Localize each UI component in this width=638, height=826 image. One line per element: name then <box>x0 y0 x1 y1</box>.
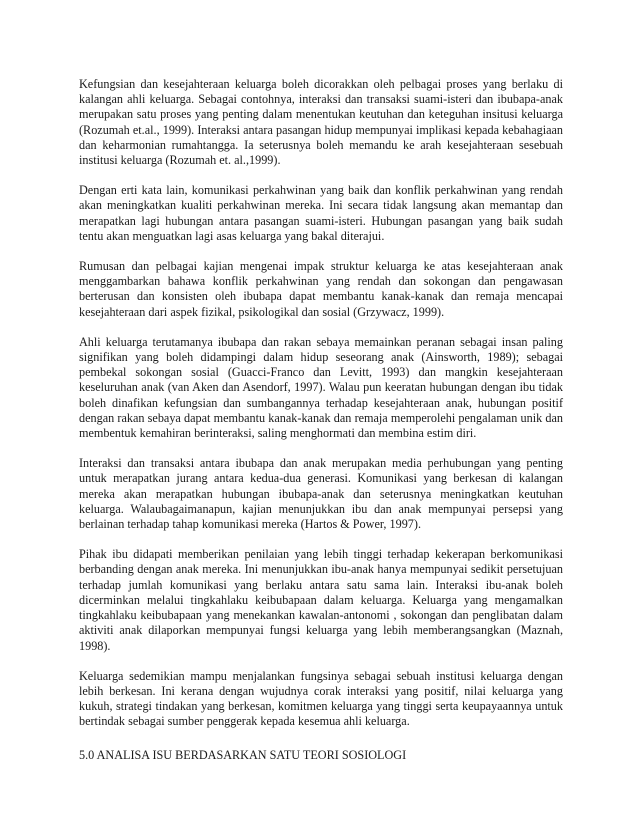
paragraph-2: Dengan erti kata lain, komunikasi perkahwinan yang baik dan konflik perkahwinan yang rendah akan meningkatkan kualiti perkahwinan mereka. Ini secara tidak langsung akan memantap dan merapatkan lagi hubungan antara pasangan suami-isteri. Hubungan pasangan yang baik sudah tentu akan menguatkan lagi asas keluarga yang bakal diterajui. <box>79 183 563 243</box>
paragraph-6: Pihak ibu didapati memberikan penilaian yang lebih tinggi terhadap kekerapan berkomunikasi berbanding dengan anak mereka. Ini menunjukkan ibu-anak hanya mempunyai sedikit persetujuan terhadap jumlah komunikasi yang berlaku antara satu sama lain. Interaksi ibu-anak boleh dicerminkan melalui tingkahlaku keibubapaan dalam keluarga. Keluarga yang mengamalkan tingkahlaku keibubapaan yang menekankan kawalan-antonomi , sokongan dan penglibatan dalam aktiviti anak dilaporkan mempunyai fungsi keluarga yang lebih memberangsangkan (Maznah, 1998). <box>79 547 563 653</box>
paragraph-7: Keluarga sedemikian mampu menjalankan fungsinya sebagai sebuah institusi keluarga dengan lebih berkesan. Ini kerana dengan wujudnya corak interaksi yang positif, nilai keluarga yang kukuh, strategi tindakan yang berkesan, komitmen keluarga yang tinggi serta keupayaannya untuk bertindak sebagai sumber penggerak kepada kesemua ahli keluarga. <box>79 668 563 729</box>
section-heading: 5.0 ANALISA ISU BERDASARKAN SATU TEORI SOSIOLOGI <box>79 747 407 762</box>
paragraph-3: Rumusan dan pelbagai kajian mengenai impak struktur keluarga ke atas kesejahteraan anak menggambarkan bahawa konflik perkahwinan yang rendah dan sokongan dan pengawasan berterusan dan konsisten oleh ibubapa dapat membantu kanak-kanak dan remaja mencapai kesejahteraan dari aspek fizikal, psikologikal dan sosial (Grzywacz, 1999). <box>79 259 563 319</box>
paragraph-1: Kefungsian dan kesejahteraan keluarga boleh dicorakkan oleh pelbagai proses yang berlaku di kalangan ahli keluarga. Sebagai contohnya, interaksi dan transaksi suami-isteri dan ibubapa-anak merupakan satu proses yang penting dalam menentukan keutuhan dan keteguhan insitusi keluarga (Rozumah et.al., 1999). Interaksi antara pasangan hidup mempunyai implikasi kepada kebahagiaan dan keharmonian rumahtangga. Ia seterusnya boleh memandu ke arah kesejahteraan sesebuah institusi keluarga (Rozumah et. al.,1999). <box>79 77 563 168</box>
paragraph-5: Interaksi dan transaksi antara ibubapa dan anak merupakan media perhubungan yang penting untuk merapatkan jurang antara kedua-dua generasi. Komunikasi yang berkesan di kalangan mereka akan merapatkan hubungan ibubapa-anak dan seterusnya meningkatkan keutuhan keluarga. Walaubagaimanapun, kajian menunjukkan ibu dan anak mempunyai persepsi yang berlainan terhadap tahap komunikasi mereka (Hartos & Power, 1997). <box>79 456 563 532</box>
paragraph-4: Ahli keluarga terutamanya ibubapa dan rakan sebaya memainkan peranan sebagai insan paling signifikan yang boleh didampingi dalam hidup seseorang anak (Ainsworth, 1989); sebagai pembekal sokongan sosial (Guacci-Franco dan Levitt, 1993) dan mangkin kesejahteraan keseluruhan anak (van Aken dan Asendorf, 1997). Walau pun keeratan hubungan dengan ibu tidak boleh dinafikan kefungsian dan sumbangannya terhadap kesejahteraan anak, hubungan positif dengan rakan sebaya dapat membantu kanak-kanak dan remaja memperolehi pengalaman unik dan membentuk kemahiran berinteraksi, saling menghormati dan membina estim diri. <box>79 334 563 441</box>
document-body <box>79 77 563 763</box>
